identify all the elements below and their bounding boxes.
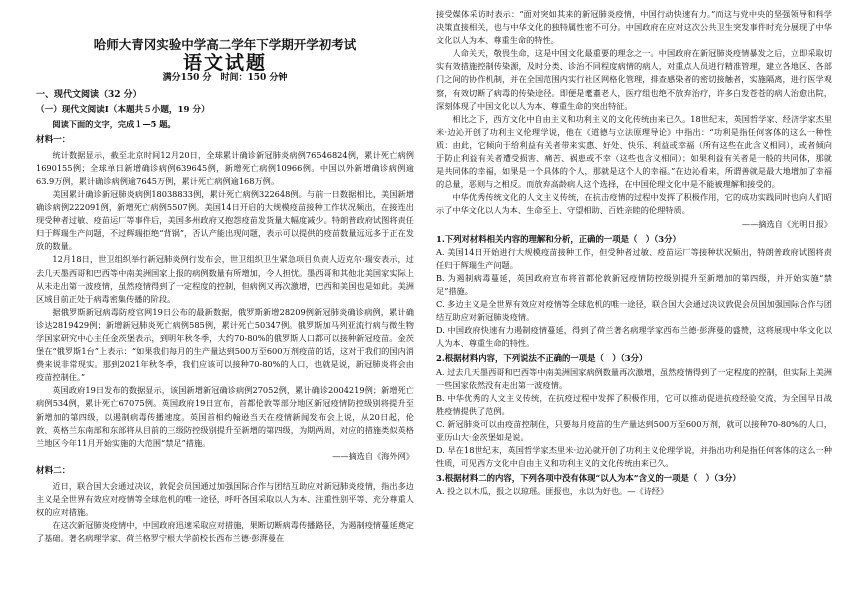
option: B. 为遏制病毒蔓延，英国政府宣布将首都伦敦新冠疫情防控级别提升至新增加的第四级，并开始实施“禁足”措施。 [436,272,832,296]
paragraph: 英国政府19日发布的数据显示，该国新增新冠确诊病例27052例，累计确诊2004219例；新增死亡病例534例，累计死亡67075例。英国政府19日宣布，首都伦敦等部分地区新冠疫情防控级别将提升至新增加的第四级，以遏制病毒传播速度。英国首相约翰逊当天在疫情新闻发布会上说，从20日起，伦敦、英格兰东南部和东部将从目前的三级防控级别提升至新增的第四级，为期两周，对应的措施类似英格兰地区今年11月开始实施的大范围“禁足”措施。 [36,385,414,448]
paragraph: 在这次新冠肺炎疫情中，中国政府迅速采取应对措施，果断切断病毒传播路径，为遏制疫情蔓延奠定了基础。著名病理学家、荷兰格罗宁根大学前校长西布兰德·彭湃曼在 [36,520,414,544]
right-column [436,8,832,498]
question-2: 2.根据材料内容，下列说法不正确的一项是（ ）（3分） [436,353,648,364]
paragraph: 相比之下，西方文化中自由主义和功利主义的文化传统由来已久。18世纪末，英国哲学家、经济学家杰里米·边沁开创了功利主义伦理学说，他在《道德与立法原理导论》中指出：“功利是指任何客体的这么一种性质：由此，它倾向于给利益有关者带来实惠、好处、快乐、利益或幸福（所有这些在此含义相同），或者倾向于防止利益有关者遭受损害、痛苦、祸患或不幸（这些也含义相同）；如果利益有关者是一般的共同体，那就是共同体的幸福，如果是一个具体的个人，那就是这个人的幸福。”在边沁看来，所谓善就是最大地增加了幸福的总量，恶则与之相反。而放弃高龄病人这个选择，在中国伦理文化中是不能被理解和接受的。 [436,113,832,190]
exam-title: 语文试题 [182,52,267,75]
left-column [36,22,414,545]
paragraph: 中华优秀传统文化的人文主义传统，在抗击疫情的过程中发挥了积极作用，它的成功实践同时也向人们昭示了中华文化以人为本、生命至上、守望相助、百姓亲睦的伦理特质。 [436,192,832,216]
question-1: 1.下列对材料相关内容的理解和分析，正确的一项是（ ）（3分） [436,233,681,244]
option: C. 多边主义是全世界有效应对疫情等全球危机的唯一途径，联合国大会通过决议敦促会员国加强国际合作与团结互助应对新冠肺炎疫情。 [436,299,832,323]
paragraph: 人命关天，敬畏生命，这是中国文化最重要的理念之一。中国政府在新冠肺炎疫情暴发之后，立即采取切实有效措施控制传染源，及时分类、诊治不同程度病情的病人，对重点人员进行精准管理，建立各地区、各部门之间的协作机制，并在全国范围内实行社区网格化管理，排查感染者的密切接触者，实施隔离，进行医学观察，有效切断了病毒的传染途径。即便是耄耋老人，医疗组也绝不放弃治疗，许多白发苍苍的病人治愈出院，深刻体现了中国文化以人为本、尊重生命的突出特征。 [436,48,832,111]
option: C. 新冠肺炎可以由疫苗控制住，只要每月疫苗的生产量达到500万至600万剂，就可以接种70-80%的人口，亚历山大·金茨堡如是说。 [436,418,832,442]
paragraph: 美国累计确诊新冠肺炎病例18038833例，累计死亡病例322648例。与前一日数据相比，美国新增确诊病例222091例，新增死亡病例5507例。美国14日开启的大规模疫苗接种工作状况频出，在接连出现受种者过敏、疫苗运厂等事件后，美国多州政府又抱怨疫苗发货量大幅度减少。特朗普政府试图将责任归于辉瑞生产问题，不过辉瑞拒绝“背锅”，否认产能出现问题，表示可以提供的疫苗数量远远多于正在发放的数量。 [36,188,414,252]
source-citation: ——摘选自《光明日报》 [741,218,832,229]
option: A. 过去几天墨西哥和巴西等中南美洲国家病例数量再次激增，虽然疫情得到了一定程度的控制，但实际上美洲一些国家依然没有走出第一波疫情。 [436,366,832,390]
paragraph: 统计数据显示，截至北京时间12月20日，全球累计确诊新冠肺炎病例76546824例，累计死亡病例1690155例；全球单日新增确诊病例639645例，新增死亡病例10966例。中国以外新增确诊病例逾63.9万例，累计确诊病例逾7645万例，累计死亡病例逾168万例。 [36,149,414,186]
school-header: 哈师大青冈实验中学高二学年下学期开学初考试 [93,37,357,52]
subsection-title: （一）现代文阅读Ⅰ（本题共５小题，19 分） [36,105,210,116]
option: A. 投之以木瓜，报之以琼瑶。匪报也，永以为好也。—《诗经》 [436,486,669,497]
paragraph: 近日，联合国大会通过决议，敦促会员国通过加强国际合作与团结互助应对新冠肺炎疫情，指出多边主义是全世界有效应对疫情等全球危机的唯一途径，呼吁各国采取以人为本、注重性别平等、充分尊重人权的应对措施。 [36,481,414,518]
option: D. 早在18世纪末，英国哲学家杰里米·边沁就开创了功利主义伦理学说，并指出功利是指任何客体的这么一种性质，可见西方文化中自由主义和功利主义的文化传统由来已久。 [436,445,832,469]
paragraph: 12月18日，世卫组织举行新冠肺炎例行发布会，世卫组织卫生紧急项目负责人迈克尔·瑞安表示，过去几天墨西哥和巴西等中南美洲国家上报的病例数量有所增加，令人担忧。墨西哥和其他北美国家实际上从未走出第一波疫情，虽然疫情得到了一定程度的控制，但病例又再次激增，巴西和美国也是如此。美洲区域目前正处于病毒密集传播的阶段。 [36,254,414,304]
question-3: 3.根据材料二的内容，下列各项中没有体现“以人为本”含义的一项是（ ）（3分） [436,473,741,484]
paragraph: 据俄罗斯新冠病毒防疫官网19日公布的最新数据，俄罗斯新增28209例新冠肺炎确诊病例，累计确诊达2819429例；新增新冠肺炎死亡病例585例，累计死亡50347例。俄罗斯加马列亚流行病与微生物学国家研究中心主任金茨堡表示，到明年秋冬季，大约70-80%的俄罗斯人口都可以接种新冠疫苗。金茨堡在“俄罗斯1台”上表示：“如果我们每月的生产量达到500万至600万剂疫苗的话，这对于我们的国内消费来说非常现实。那到2021年秋冬季，我们应该可以接种70-80%的人口，也就是说，新冠肺炎将会由疫苗控制住。” [36,306,414,383]
material-label: 材料一： [36,134,71,145]
paragraph: 接受媒体采访时表示：“面对突如其来的新冠肺炎疫情，中国行动快速有力。”而这与党中央的坚强领导和科学决策直接相关，也与中华文化的独特属性密不可分。中国政府在应对这次公共卫生突发事件时充分展现了中华文化以人为本、尊重生命的特性。 [436,9,832,46]
score-time: 满分150 分 时间：150 分钟 [162,73,288,84]
reading-instruction: 阅读下面的文字，完成１—5 题。 [52,119,176,130]
source-citation: ——摘选自《海外网》 [332,450,414,461]
option: D. 中国政府快速有力遏制疫情蔓延，得到了荷兰著名病理学家西布兰德·彭湃曼的盛赞，这将展现中华文化以人为本、尊重生命的特性。 [436,325,832,349]
option: A. 美国14日开始进行大规模疫苗接种工作，但受种者过敏、疫苗运厂等接种状况频出，特朗普政府试图将责任归于辉瑞生产问题。 [436,246,832,270]
material-label: 材料二： [36,465,71,476]
section-title: 一、现代文阅读（32 分） [36,90,142,101]
option: B. 中华优秀的人文主义传统，在抗疫过程中发挥了积极作用，它可以推动促进抗疫经验交流，为全国早日战胜疫情提供了范例。 [436,392,832,416]
